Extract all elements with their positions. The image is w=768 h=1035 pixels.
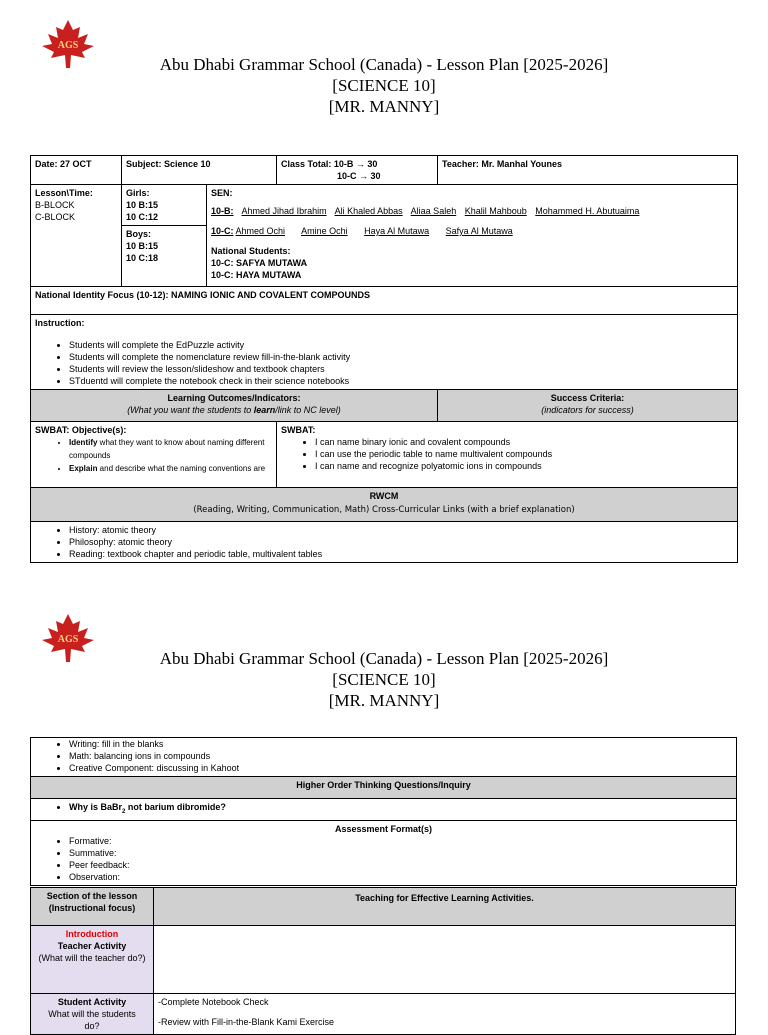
list-item: • Creative Component: discussing in Kahoot <box>69 762 732 774</box>
list-item: • Philosophy: atomic theory <box>69 536 733 548</box>
list-item: -Review with Fill-in-the-Blank Kami Exercise <box>158 1017 335 1027</box>
list-item: • Students will complete the EdPuzzle activity <box>69 339 733 351</box>
school-title: Abu Dhabi Grammar School (Canada) - Lesson Plan [2025-2026] <box>159 55 609 74</box>
outcomes-title: Learning Outcomes/Indicators: <box>167 393 301 403</box>
girls-10c: 10 C:12 <box>126 212 159 222</box>
teacher-activity-content <box>154 926 736 994</box>
sen-10c-label: 10-C: <box>211 226 234 236</box>
sen-student: Khalil Mahboub <box>464 206 527 216</box>
student-activity-content <box>154 994 736 1035</box>
sen-10b-row <box>211 205 733 217</box>
list-item: • Peer feedback: <box>69 859 732 871</box>
list-item: • History: atomic theory <box>69 524 733 536</box>
sen-student: Mohammed H. Abutuaima <box>535 206 640 216</box>
teacher-title: [MR. MANNY] <box>328 691 440 710</box>
class-total-10b: Class Total: 10-B → 30 <box>281 159 378 169</box>
lesson-time-cell <box>31 185 122 287</box>
page-header <box>0 54 768 117</box>
subject-title: [SCIENCE 10] <box>332 76 436 95</box>
instruction-cell <box>31 315 738 390</box>
date-cell: Date: 27 OCT <box>31 156 122 185</box>
sen-10b-label: 10-B: <box>211 206 234 216</box>
identity-focus-cell: National Identity Focus (10-12): NAMING IONIC AND COVALENT COMPOUNDS <box>31 287 738 315</box>
teacher-title: [MR. MANNY] <box>328 97 440 116</box>
lesson-info-table <box>30 155 738 563</box>
list-item: • Identify what they want to know about naming different compounds <box>69 436 272 462</box>
national-student: 10-C: HAYA MUTAWA <box>211 270 302 280</box>
boys-label: Boys: <box>126 229 152 239</box>
girls-label: Girls: <box>126 188 150 198</box>
sen-10c-row <box>211 225 733 237</box>
list-item: • Students will complete the nomenclature review fill-in-the-blank activity <box>69 351 733 363</box>
success-sub: (indicators for success) <box>541 405 634 415</box>
boys-10b: 10 B:15 <box>126 241 159 251</box>
section-header <box>31 888 154 926</box>
links-cell <box>31 738 737 777</box>
girls-10b: 10 B:15 <box>126 200 159 210</box>
introduction-label: Introduction <box>65 929 119 939</box>
activities-table <box>30 887 736 1035</box>
success-list <box>281 436 733 472</box>
list-item: • Explain and describe what the naming conventions are <box>69 462 272 475</box>
sen-cell <box>207 185 738 287</box>
class-total-cell <box>277 156 438 185</box>
student-activity-question: do? <box>84 1021 100 1031</box>
sen-student: Ahmed Jihad Ibrahim <box>241 206 327 216</box>
list-item: • I can name and recognize polyatomic ions in compounds <box>315 460 733 472</box>
hot-question-cell <box>31 799 737 821</box>
sen-label: SEN: <box>211 188 233 198</box>
student-activity-label: Student Activity <box>57 997 127 1007</box>
outcomes-header: Learning Outcomes/Indicators: (What you want the students to learn/link to NC level) <box>31 390 438 422</box>
rwcm-sub: (Reading, Writing, Communication, Math) Cross-Curricular Links (with a brief explanation) <box>193 505 575 515</box>
hot-question: • Why is BaBr$_2$ not barium dibromide? <box>69 801 732 818</box>
links-cell <box>31 522 738 563</box>
sen-student: Safya Al Mutawa <box>445 226 513 236</box>
student-activity-cell <box>31 994 154 1035</box>
instruction-list <box>35 339 733 387</box>
rwcm-title: RWCM <box>369 491 399 501</box>
lesson-time-b: B-BLOCK <box>35 200 75 210</box>
list-item: -Complete Notebook Check <box>158 997 269 1007</box>
logo-text: AGS <box>57 40 79 51</box>
page-header <box>0 648 768 711</box>
national-label: National Students: <box>211 246 291 256</box>
rwcm-header <box>31 488 738 522</box>
national-student: 10-C: SAFYA MUTAWA <box>211 258 308 268</box>
sen-student: Ahmed Ochi <box>235 226 286 236</box>
objectives-list <box>35 436 272 475</box>
list-item: • Reading: textbook chapter and periodic table, multivalent tables <box>69 548 733 560</box>
subject-cell: Subject: Science 10 <box>122 156 277 185</box>
school-title: Abu Dhabi Grammar School (Canada) - Lesson Plan [2025-2026] <box>159 649 609 668</box>
student-activity-question: What will the students <box>48 1009 136 1019</box>
section-title: Section of the lesson <box>46 891 138 901</box>
objectives-cell <box>31 422 277 488</box>
teacher-activity-cell <box>31 926 154 994</box>
success-cell <box>277 422 738 488</box>
list-item: • Formative: <box>69 835 732 847</box>
sen-student: Amine Ochi <box>301 226 348 236</box>
links-list <box>35 524 733 560</box>
list-item: • I can use the periodic table to name multivalent compounds <box>315 448 733 460</box>
teacher-cell: Teacher: Mr. Manhal Younes <box>438 156 738 185</box>
boys-cell <box>122 226 207 287</box>
links-list <box>35 738 732 774</box>
success-header <box>438 390 738 422</box>
section-subtitle: (Instructional focus) <box>48 903 136 913</box>
assessment-list <box>35 835 732 883</box>
teacher-activity-label: Teacher Activity <box>57 941 127 951</box>
swbat-label: SWBAT: <box>281 425 316 435</box>
list-item: • Observation: <box>69 871 732 883</box>
lesson-time-c: C-BLOCK <box>35 212 76 222</box>
hot-header: Higher Order Thinking Questions/Inquiry <box>31 777 737 799</box>
teacher-activity-question: (What will the teacher do?) <box>38 953 146 963</box>
subject-title: [SCIENCE 10] <box>332 670 436 689</box>
objectives-label: SWBAT: Objective(s): <box>35 425 127 435</box>
list-item: • Summative: <box>69 847 732 859</box>
assessment-cell <box>31 820 737 885</box>
success-title: Success Criteria: <box>550 393 625 403</box>
lesson-continued-table <box>30 737 737 886</box>
instruction-label: Instruction: <box>35 318 85 328</box>
list-item: • Math: balancing ions in compounds <box>69 750 732 762</box>
girls-cell <box>122 185 207 226</box>
sen-student: Ali Khaled Abbas <box>334 206 403 216</box>
logo-text: AGS <box>57 634 79 645</box>
lesson-time-label: Lesson\Time: <box>35 188 93 198</box>
teaching-header: Teaching for Effective Learning Activities. <box>154 888 736 926</box>
class-total-10c: 10-C → 30 <box>337 171 381 181</box>
list-item: • I can name binary ionic and covalent compounds <box>315 436 733 448</box>
sen-student: Haya Al Mutawa <box>364 226 430 236</box>
boys-10c: 10 C:18 <box>126 253 159 263</box>
list-item: • STduentd will complete the notebook check in their science notebooks <box>69 375 733 387</box>
list-item: • Writing: fill in the blanks <box>69 738 732 750</box>
sen-student: Aliaa Saleh <box>410 206 457 216</box>
assessment-title: Assessment Format(s) <box>334 823 433 834</box>
list-item: • Students will review the lesson/slideshow and textbook chapters <box>69 363 733 375</box>
